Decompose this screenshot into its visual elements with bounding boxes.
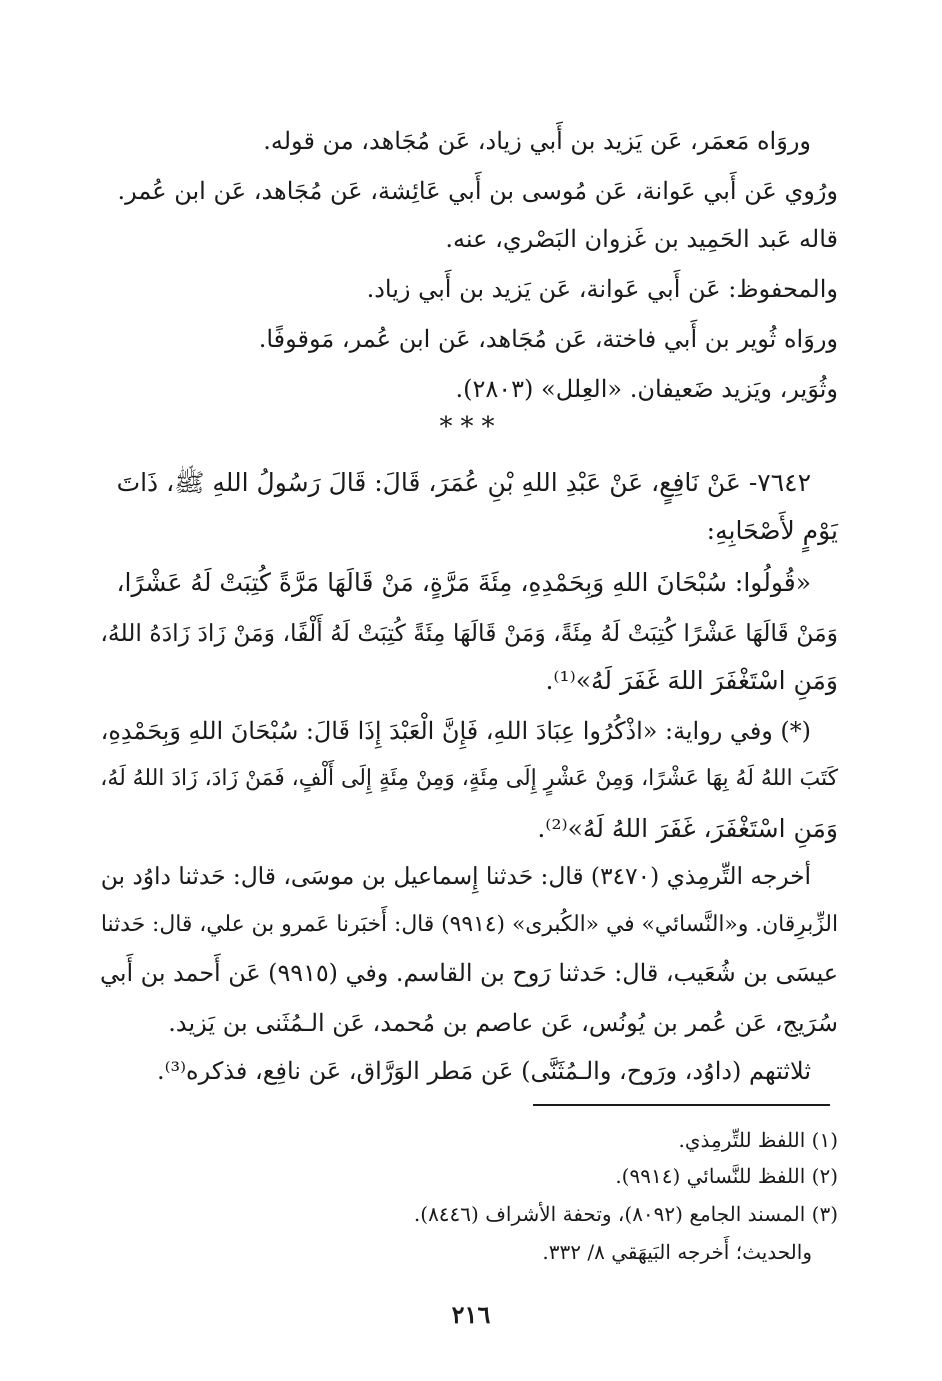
section-separator: ***: [439, 412, 503, 442]
text-line: وروَاه ثُوير بن أَبي فاختة، عَن مُجَاهد، عَن ابن عُمر، مَوقوفًا.: [258, 325, 838, 353]
takhrij-line: أخرجه التِّرمِذي (٣٤٧٠) قال: حَدثنا إِسماعيل بن موسَى، قال: حَدثنا داوُد بن: [100, 863, 811, 890]
footnote: (٣) المسند الجامع (٨٠٩٢)، وتحفة الأشراف (٨٤٤٦).: [413, 1202, 838, 1226]
hadith-line: كَتَبَ اللهُ لَهُ بِهَا عَشْرًا، وَمِنْ عَشْرٍ إِلَى مِئَةٍ، وَمِنْ مِئَةٍ إِلَى أَلْفٍ، فَمَنْ زَادَ، زَادَ اللهُ لَهُ،: [100, 766, 838, 791]
hadith-line: ٧٦٤٢- عَنْ نَافِعٍ، عَنْ عَبْدِ اللهِ بْنِ عُمَرَ، قَالَ: قَالَ رَسُولُ اللهِ ﷺ، ذَاتَ: [116, 468, 811, 497]
text-line: وروَاه مَعمَر، عَن يَزيد بن أَبي زياد، عَن مُجَاهد، من قوله.: [263, 127, 811, 155]
takhrij-line: الزِّبرِقان. و«النَّسائي» في «الكُبرى» (٩٩١٤) قال: أَخبَرنا عَمرو بن علي، قال: حَدثنا: [100, 912, 838, 937]
text-line: ورُوي عَن أَبي عَوانة، عَن مُوسى بن أَبي عَائِشة، عَن مُجَاهد، عَن ابن عُمر.: [117, 177, 838, 205]
hadith-line: يَوْمٍ لأَصْحَابِهِ:: [706, 516, 838, 545]
hadith-line: وَمَنِ اسْتَغْفَرَ، غَفَرَ اللهُ لَهُ»⁽²⁾.: [537, 814, 838, 843]
page-number: ٢١٦: [451, 1300, 491, 1329]
hadith-line: وَمَنْ قَالَهَا عَشْرًا كُتِبَتْ لَهُ مِئَةً، وَمَنْ قَالَهَا مِئَةً كُتِبَتْ لَهُ أَلْفًا، وَمَنْ زَادَ زَادَهُ اللهُ،: [100, 619, 838, 647]
takhrij-line: ثلاثتهم (داوُد، ورَوح، والـمُثَنَّى) عَن مَطر الوَرَّاق، عَن نافِع، فذكره⁽³⁾.: [156, 1057, 811, 1085]
text-line: والمحفوظ: عَن أَبي عَوانة، عَن يَزيد بن أَبي زياد.: [366, 275, 838, 303]
text-line: وثُوَير، ويَزيد ضَعيفان. «العِلل» (٢٨٠٣).: [455, 375, 838, 403]
footnote: (١) اللفظ للتِّرمِذي.: [678, 1128, 838, 1152]
footnote: والحديث؛ أَخرجه البَيهَقي ٨/ ٣٣٢.: [542, 1240, 812, 1264]
hadith-line: وَمَنِ اسْتَغْفَرَ اللهَ غَفَرَ لَهُ»⁽¹⁾.: [545, 666, 838, 695]
hadith-line: «قُولُوا: سُبْحَانَ اللهِ وَبِحَمْدِهِ، مِئَةَ مَرَّةٍ، مَنْ قَالَهَا مَرَّةً كُتِبَتْ لَهُ عَشْرًا،: [116, 568, 811, 597]
takhrij-line: عيسَى بن شُعَيب، قال: حَدثنا رَوح بن القاسم. وفي (٩٩١٥) عَن أَحمد بن أَبي: [100, 959, 838, 987]
footnote-divider: [533, 1104, 830, 1106]
takhrij-line: سُرَيج، عَن عُمر بن يُونُس، عَن عاصم بن مُحمد، عَن الـمُثَنى بن يَزيد.: [168, 1009, 838, 1037]
footnote: (٢) اللفظ للنَّسائي (٩٩١٤).: [615, 1164, 838, 1188]
hadith-line: (*) وفي رواية: «اذْكُرُوا عِبَادَ اللهِ، فَإِنَّ الْعَبْدَ إِذَا قَالَ: سُبْحَانَ اللهِ وَبِحَمْدِهِ،: [100, 717, 811, 745]
text-line: قاله عَبد الحَمِيد بن غَزوان البَصْري، عنه.: [445, 225, 838, 253]
